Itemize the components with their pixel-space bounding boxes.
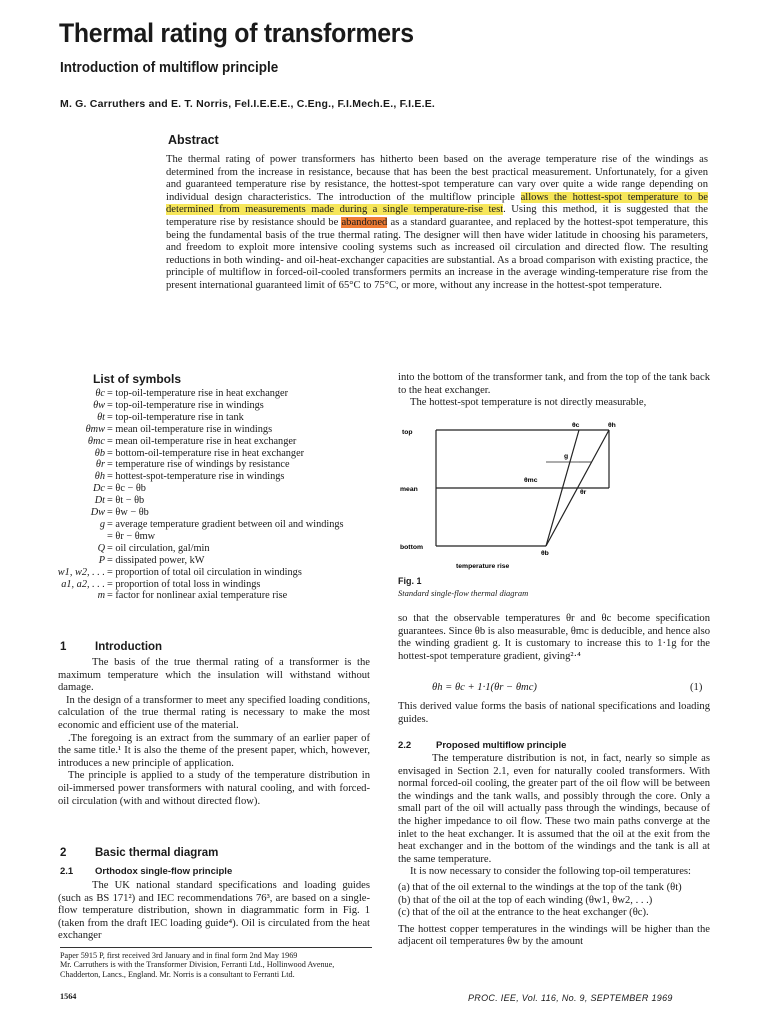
symbol-definition: = dissipated power, kW: [107, 554, 205, 566]
symbol-key: Dw: [90, 507, 105, 519]
symbol-definition: = oil circulation, gal/min: [107, 542, 210, 554]
figure-1-label: Fig. 1: [398, 576, 422, 586]
symbol-row: [40, 507, 370, 519]
symbols-heading: List of symbols: [93, 372, 182, 386]
sec2-1-number: 2.1: [60, 866, 74, 877]
abstract-text-part1: The thermal rating of power transformers has hitherto been based on the average temperature rise of the windings as determined from the increase in resistance, because that has been the best practical measurement. Unfortunately, for a given and guaranteed temperature rise by resistance, the hottest-spot temperature can vary over quite a wide range depending on individual design characteristics. The introduction of the multiflow principle: [166, 154, 708, 203]
symbol-key: θc: [95, 388, 105, 399]
symbol-definition: = temperature rise of windings by resistance: [107, 459, 290, 471]
symbol-row: [40, 590, 370, 602]
right-col-mid: [398, 613, 710, 663]
symbol-definition: = hottest-spot-temperature rise in windings: [107, 471, 285, 483]
symbol-key: [40, 531, 107, 543]
right-para: The hottest copper temperatures in the windings will be higher than the adjacent oil temperatures θw by the amount: [398, 923, 710, 948]
symbol-definition: = θr − θmw: [107, 530, 156, 542]
footnote-rule: [60, 947, 372, 948]
symbol-definition: = mean oil-temperature rise in windings: [107, 423, 273, 435]
paper-title: Thermal rating of transformers: [59, 18, 414, 48]
right-col-derived: [398, 701, 710, 726]
symbol-definition: = proportion of total oil circulation in windings: [107, 566, 302, 578]
sec1-para: .The foregoing is an extract from the summary of an earlier paper of the same title.¹ It is also the theme of the present paper, which, however, introduces a new principle of application.: [58, 732, 370, 769]
right-para: The hottest-spot temperature is not directly measurable,: [410, 397, 647, 409]
symbol-row: [40, 400, 370, 412]
symbol-key: g: [99, 518, 105, 530]
symbol-key: P: [98, 554, 105, 566]
sec2-number: 2: [60, 847, 67, 859]
symbol-key: θmw: [85, 423, 105, 435]
abstract-heading: Abstract: [168, 133, 219, 147]
sec2-1-heading: Orthodox single-flow principle: [95, 866, 233, 877]
fig-mark-thr: θr: [580, 489, 587, 496]
symbol-row: [40, 531, 370, 543]
symbol-definition: = average temperature gradient between oil and windings: [107, 518, 344, 530]
symbol-row: [40, 436, 370, 448]
symbol-row: [40, 471, 370, 483]
top-oil-list: [398, 882, 710, 920]
symbol-definition: = mean oil-temperature rise in heat exchanger: [107, 435, 297, 447]
figure-1-diagram: [396, 420, 716, 572]
page-number: 1564: [60, 992, 77, 1001]
symbol-row: [40, 448, 370, 460]
abstract-text-part3: as a standard guarantee, and replaced by the hottest-spot temperature, this being the fundamental basis of the true thermal rating. The designer will then have wider latitude in choosing his parameters, and freedom to exploit more intensive cooling systems such as increased oil circulation and directed flow. The resulting reductions in both winding- and oil-heat-exchanger capacities are substantial. As a broad comparison with existing practice, the principle of multiflow in forced-oil-cooled transformers permits an increase in the average winding-temperature rise from the present international guaranteed limit of 65°C to 75°C, or more, without any increase in the hottest-spot temperature.: [166, 216, 709, 291]
symbol-definition: = proportion of total loss in windings: [107, 578, 261, 590]
symbol-definition: = θw − θb: [107, 507, 149, 519]
right-para: It is now necessary to consider the following top-oil temperatures:: [410, 866, 691, 878]
fig-mark-thc: θc: [572, 422, 580, 429]
symbol-key: a1, a2, . . .: [61, 578, 105, 590]
symbol-key: Q: [97, 542, 105, 554]
sec1-number: 1: [60, 641, 67, 653]
right-col-top: [398, 372, 710, 410]
symbol-definition: = factor for nonlinear axial temperature rise: [107, 590, 288, 602]
sec1-body: [58, 657, 370, 808]
fig-mark-thh: θh: [608, 422, 616, 429]
symbol-row: [40, 555, 370, 567]
journal-reference: PROC. IEE, Vol. 116, No. 9, SEPTEMBER 1969: [468, 993, 673, 1003]
sec1-para: The basis of the true thermal rating of a transformer is the maximum temperature which the insulation will withstand without damage.: [58, 657, 370, 694]
symbol-row: [40, 495, 370, 507]
sec2-2-heading: Proposed multiflow principle: [436, 740, 567, 751]
highlight-orange: abandoned: [341, 216, 388, 228]
symbol-definition: = θc − θb: [107, 483, 146, 495]
list-item: (a) that of the oil external to the windings at the top of the tank (θt): [398, 881, 682, 893]
sec2-1-body: [58, 880, 370, 943]
fig-mark-thb: θb: [541, 550, 549, 557]
equation-1-number: (1): [690, 682, 703, 693]
symbol-row: [40, 424, 370, 436]
symbol-definition: = top-oil-temperature rise in heat exchanger: [107, 388, 289, 399]
sec1-heading: Introduction: [95, 641, 163, 653]
symbol-row: [40, 388, 370, 400]
symbol-key: Dc: [92, 483, 105, 495]
sec1-para: In the design of a transformer to meet any specified loading conditions, calculation of the true thermal rating is necessary to make the most economic and efficient use of the material.: [58, 694, 370, 731]
symbol-key: θr: [95, 459, 105, 471]
sec2-heading: Basic thermal diagram: [95, 847, 219, 859]
abstract-text: [166, 154, 708, 293]
sec2-1-para: The UK national standard specifications and loading guides (such as BS 171²) and IEC recommendations 76³, are based on a single-flow temperature distribution, shown in diagrammatic form in Fig. 1 (taken from the draft IEC loading guide⁴). Oil is circulated from the heat exchanger: [58, 880, 370, 942]
sec2-2-body: [398, 753, 710, 949]
list-item: (c) that of the oil at the entrance to the heat exchanger (θc).: [398, 907, 649, 919]
sec2-2-number: 2.2: [398, 740, 412, 751]
symbol-row: [40, 459, 370, 471]
symbol-key: θt: [97, 411, 105, 423]
symbol-definition: = top-oil-temperature rise in tank: [107, 411, 244, 423]
abstract-text-part2: . Using this method, it is suggested that the temperature rise by resistance should be: [166, 204, 708, 228]
authors-line: M. G. Carruthers and E. T. Norris, Fel.I.E.E.E., C.Eng., F.I.Mech.E., F.I.E.E.: [60, 98, 436, 110]
fig-label-bottom: bottom: [400, 544, 424, 551]
right-para: into the bottom of the transformer tank, and from the top of the tank back to the heat exchanger.: [398, 372, 710, 396]
symbol-key: θw: [93, 399, 105, 411]
fig-mark-thmc: θmc: [524, 477, 538, 484]
fig-x-label: temperature rise: [456, 563, 510, 570]
symbol-key: θb: [94, 447, 105, 459]
symbol-key: θmc: [87, 435, 105, 447]
list-item: (b) that of the oil at the top of each winding (θw1, θw2, . . .): [398, 894, 653, 906]
symbol-definition: = bottom-oil-temperature rise in heat exchanger: [107, 447, 305, 459]
highlight-yellow: allows the hottest-spot temperature to be determined from measurements made during a single temperature-rise test: [166, 191, 708, 216]
footnote: Paper 5915 P, first received 3rd January and in final form 2nd May 1969 Mr. Carruthers is with the Transformer Division, Ferranti Ltd., Hollinwood Avenue, Chadderton, Lancs., England. Mr. Norris is a consultant to Ferranti Ltd.: [60, 951, 335, 979]
symbol-row: [40, 567, 370, 579]
symbol-row: [40, 543, 370, 555]
symbol-definition: = top-oil-temperature rise in windings: [107, 399, 264, 411]
symbol-definition: = θt − θb: [107, 495, 145, 507]
fig-mark-g: g: [564, 453, 569, 460]
symbol-row: [40, 483, 370, 495]
fig-label-top: top: [402, 429, 413, 436]
paper-subtitle: Introduction of multiflow principle: [60, 59, 279, 76]
symbol-row: [40, 579, 370, 591]
symbol-key: θh: [94, 471, 105, 483]
symbol-key: w1, w2, . . .: [57, 566, 105, 578]
equation-1: θh = θc + 1·1(θr − θmc): [432, 682, 537, 693]
right-para: The temperature distribution is not, in fact, nearly so simple as envisaged in Section 2.1, even for naturally cooled transformers. With normal forced-oil cooling, the greater part of the oil flow will be between the windings and the tank walls, and possibly through the core. Only a small part of the oil will actually pass through the windings, because of the higher impedance to oil flow. These two main paths converge at the inlet to the heat exchanger. It is assumed that the oil at the exit from the heat exchanger and in the bottom of the windings and the tank is all at the same temperature.: [398, 753, 710, 865]
sec1-para: The principle is applied to a study of the temperature distribution in oil-immersed power transformers with natural cooling, and with forced-oil circulation (with and without directed flow).: [58, 770, 370, 807]
symbol-row: [40, 412, 370, 424]
right-para: so that the observable temperatures θr and θc become specification guarantees. Since θb is also measurable, θmc is deducible, and hence also the winding gradient g. It is customary to increase this to 1·1g for the hottest-spot temperature gradient, giving²·⁴: [398, 613, 710, 662]
symbol-key: m: [97, 590, 105, 602]
right-para: This derived value forms the basis of national specifications and loading guides.: [398, 701, 710, 725]
figure-1-caption: Standard single-flow thermal diagram: [398, 588, 529, 598]
fig-label-mean: mean: [400, 486, 418, 493]
symbols-list: [40, 388, 370, 602]
symbol-row: [40, 519, 370, 531]
symbol-key: Dt: [94, 495, 105, 507]
